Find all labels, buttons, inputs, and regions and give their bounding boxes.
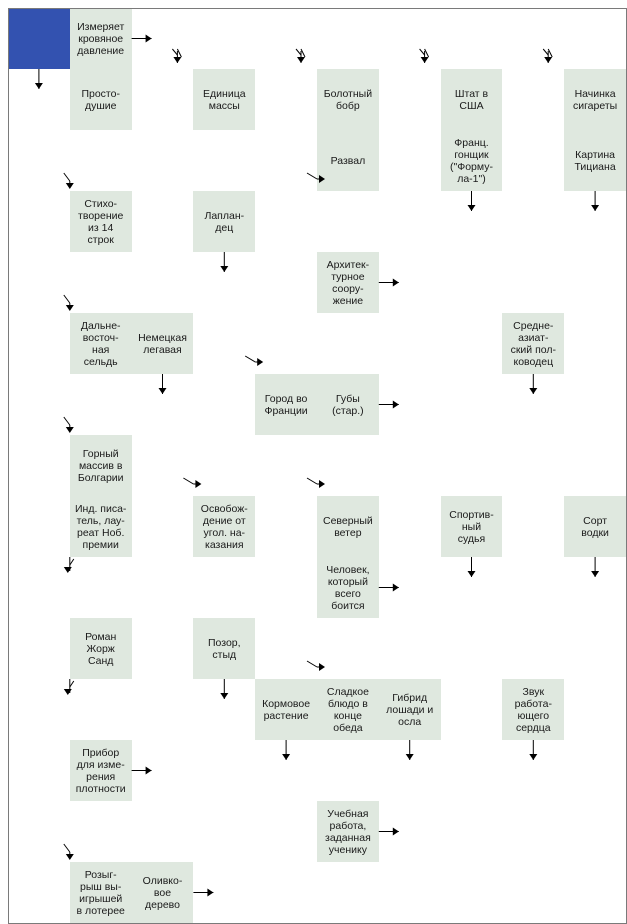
answer-cell[interactable] xyxy=(255,496,318,558)
answer-cell[interactable] xyxy=(379,69,442,131)
answer-cell[interactable] xyxy=(255,435,318,497)
answer-cell[interactable] xyxy=(255,69,318,131)
clue-cell xyxy=(70,69,133,131)
answer-cell[interactable] xyxy=(8,69,71,131)
answer-cell[interactable] xyxy=(193,252,256,314)
answer-cell[interactable] xyxy=(502,191,565,253)
answer-cell[interactable] xyxy=(132,496,195,558)
clue-text: Кормовое растение xyxy=(262,697,311,722)
answer-cell[interactable] xyxy=(255,130,318,192)
answer-cell[interactable] xyxy=(564,679,627,741)
answer-cell[interactable] xyxy=(255,557,318,619)
answer-cell[interactable] xyxy=(8,191,71,253)
answer-cell[interactable] xyxy=(8,679,71,741)
answer-cell[interactable] xyxy=(8,740,71,802)
clue-cell xyxy=(502,313,565,375)
clue-cell xyxy=(193,496,256,558)
answer-cell[interactable] xyxy=(317,862,380,924)
clue-cell xyxy=(564,69,627,131)
clue-text: Франц. гонщик ("Форму- ла-1") xyxy=(450,136,493,185)
answer-cell[interactable] xyxy=(379,618,442,680)
answer-cell[interactable] xyxy=(193,801,256,863)
answer-cell[interactable] xyxy=(317,8,380,70)
answer-cell[interactable] xyxy=(193,679,256,741)
clue-text: Гибрид лошади и осла xyxy=(386,691,434,728)
answer-cell[interactable] xyxy=(441,740,504,802)
clue-cell xyxy=(193,618,256,680)
clue-cell xyxy=(70,618,133,680)
clue-text: Начинка сигареты xyxy=(572,87,618,112)
answer-cell[interactable] xyxy=(193,374,256,436)
answer-cell[interactable] xyxy=(379,313,442,375)
answer-cell[interactable] xyxy=(379,435,442,497)
answer-cell[interactable] xyxy=(441,435,504,497)
answer-cell[interactable] xyxy=(8,801,71,863)
answer-cell[interactable] xyxy=(132,618,195,680)
answer-cell[interactable] xyxy=(379,374,442,436)
answer-cell[interactable] xyxy=(193,862,256,924)
clue-cell xyxy=(70,8,133,70)
clue-text: Немецкая легавая xyxy=(138,331,187,356)
answer-cell[interactable] xyxy=(441,8,504,70)
answer-cell[interactable] xyxy=(193,8,256,70)
clue-cell xyxy=(317,801,380,863)
clue-cell xyxy=(379,679,442,741)
answer-cell[interactable] xyxy=(132,557,195,619)
answer-cell[interactable] xyxy=(255,252,318,314)
clue-cell xyxy=(564,496,627,558)
answer-cell[interactable] xyxy=(317,313,380,375)
answer-cell[interactable] xyxy=(255,862,318,924)
clue-text: Лаплан- дец xyxy=(204,209,245,234)
clue-cell xyxy=(255,679,318,741)
answer-cell[interactable] xyxy=(564,435,627,497)
clue-text: Стихо- творение из 14 строк xyxy=(78,197,124,246)
answer-cell[interactable] xyxy=(8,557,71,619)
answer-cell[interactable] xyxy=(70,252,133,314)
answer-cell[interactable] xyxy=(193,740,256,802)
clue-text: Прибор для изме- рения плотности xyxy=(75,746,126,795)
clue-text: Спортив- ный судья xyxy=(449,508,494,545)
answer-cell[interactable] xyxy=(132,374,195,436)
clue-text: Инд. писа- тель, лау- реат Ноб. премии xyxy=(74,502,127,551)
answer-cell[interactable] xyxy=(132,130,195,192)
answer-cell[interactable] xyxy=(379,8,442,70)
answer-cell[interactable] xyxy=(564,618,627,680)
answer-cell[interactable] xyxy=(379,496,442,558)
answer-cell[interactable] xyxy=(8,374,71,436)
clue-text: Сорт водки xyxy=(581,514,609,539)
answer-cell[interactable] xyxy=(317,191,380,253)
clue-cell xyxy=(132,862,195,924)
clue-text: Оливко- вое дерево xyxy=(142,874,183,911)
answer-cell[interactable] xyxy=(564,557,627,619)
answer-cell[interactable] xyxy=(255,801,318,863)
clue-cell xyxy=(317,679,380,741)
clue-text: Роман Жорж Санд xyxy=(85,630,117,667)
clue-text: Губы (стар.) xyxy=(332,392,364,417)
answer-cell[interactable] xyxy=(317,740,380,802)
answer-cell[interactable] xyxy=(379,862,442,924)
clue-cell xyxy=(317,252,380,314)
clue-text: Дальне- восточ- ная сельдь xyxy=(80,319,121,368)
clue-text: Горный массив в Болгарии xyxy=(77,447,124,484)
answer-cell[interactable] xyxy=(8,618,71,680)
clue-cell xyxy=(502,679,565,741)
answer-cell[interactable] xyxy=(502,740,565,802)
clue-text: Город во Франции xyxy=(264,392,308,417)
clue-cell xyxy=(70,313,133,375)
clue-cell xyxy=(70,862,133,924)
answer-cell[interactable] xyxy=(441,374,504,436)
answer-cell[interactable] xyxy=(441,862,504,924)
clue-text: Звук работа- ющего сердца xyxy=(514,685,552,734)
answer-cell[interactable] xyxy=(70,679,133,741)
answer-cell[interactable] xyxy=(255,740,318,802)
answer-cell[interactable] xyxy=(564,740,627,802)
clue-cell xyxy=(70,191,133,253)
answer-cell[interactable] xyxy=(564,252,627,314)
clue-cell xyxy=(70,740,133,802)
answer-cell[interactable] xyxy=(8,130,71,192)
answer-cell[interactable] xyxy=(193,313,256,375)
answer-cell[interactable] xyxy=(132,252,195,314)
answer-cell[interactable] xyxy=(317,618,380,680)
answer-cell[interactable] xyxy=(502,496,565,558)
answer-cell[interactable] xyxy=(193,435,256,497)
answer-cell[interactable] xyxy=(502,8,565,70)
clue-text: Картина Тициана xyxy=(574,148,616,173)
corner-block xyxy=(8,8,71,70)
answer-cell[interactable] xyxy=(502,557,565,619)
answer-cell[interactable] xyxy=(317,435,380,497)
clue-text: Позор, стыд xyxy=(208,636,241,661)
clue-text: Освобож- дение от угол. на- казания xyxy=(200,502,248,551)
answer-cell[interactable] xyxy=(564,374,627,436)
clue-cell xyxy=(317,374,380,436)
answer-cell[interactable] xyxy=(502,69,565,131)
answer-cell[interactable] xyxy=(502,801,565,863)
answer-cell[interactable] xyxy=(255,618,318,680)
clue-text: Штат в США xyxy=(454,87,489,112)
clue-text: Измеряет кровяное давление xyxy=(77,21,125,57)
answer-cell[interactable] xyxy=(255,8,318,70)
answer-cell[interactable] xyxy=(379,252,442,314)
answer-cell[interactable] xyxy=(502,252,565,314)
clue-cell xyxy=(317,557,380,619)
answer-cell[interactable] xyxy=(70,374,133,436)
clue-text: Северный ветер xyxy=(323,514,373,539)
answer-cell[interactable] xyxy=(441,191,504,253)
answer-cell[interactable] xyxy=(564,862,627,924)
answer-cell[interactable] xyxy=(441,557,504,619)
answer-cell[interactable] xyxy=(132,8,195,70)
answer-cell[interactable] xyxy=(193,557,256,619)
clue-text: Розыг- рыш вы- игрышей в лотерее xyxy=(76,868,125,917)
answer-cell[interactable] xyxy=(502,862,565,924)
answer-cell[interactable] xyxy=(8,313,71,375)
clue-cell xyxy=(193,69,256,131)
clue-cell xyxy=(132,313,195,375)
answer-cell[interactable] xyxy=(379,801,442,863)
answer-cell[interactable] xyxy=(132,435,195,497)
answer-cell[interactable] xyxy=(564,801,627,863)
answer-cell[interactable] xyxy=(379,557,442,619)
answer-cell[interactable] xyxy=(502,130,565,192)
answer-cell[interactable] xyxy=(379,130,442,192)
answer-cell[interactable] xyxy=(132,740,195,802)
answer-cell[interactable] xyxy=(379,191,442,253)
answer-cell[interactable] xyxy=(441,252,504,314)
clue-text: Болотный бобр xyxy=(323,87,373,112)
answer-cell[interactable] xyxy=(564,191,627,253)
clue-text: Средне- азиат- ский пол- ководец xyxy=(510,319,556,368)
clue-cell xyxy=(441,130,504,192)
answer-cell[interactable] xyxy=(8,435,71,497)
answer-cell[interactable] xyxy=(132,69,195,131)
answer-cell[interactable] xyxy=(564,8,627,70)
answer-cell[interactable] xyxy=(564,313,627,375)
answer-cell[interactable] xyxy=(502,374,565,436)
clue-text: Сладкое блюдо в конце обеда xyxy=(326,685,369,734)
answer-cell[interactable] xyxy=(70,130,133,192)
clue-text: Развал xyxy=(330,154,366,167)
answer-cell[interactable] xyxy=(379,740,442,802)
clue-cell xyxy=(317,496,380,558)
clue-cell xyxy=(255,374,318,436)
answer-cell[interactable] xyxy=(502,435,565,497)
clue-cell xyxy=(193,191,256,253)
answer-cell[interactable] xyxy=(255,191,318,253)
clue-text: Человек, который всего боится xyxy=(326,563,370,612)
answer-cell[interactable] xyxy=(441,801,504,863)
answer-cell[interactable] xyxy=(441,313,504,375)
clue-text: Единица массы xyxy=(203,87,246,112)
answer-cell[interactable] xyxy=(132,679,195,741)
clue-text: Просто- душие xyxy=(81,87,120,112)
answer-cell[interactable] xyxy=(8,252,71,314)
answer-cell[interactable] xyxy=(193,130,256,192)
answer-cell[interactable] xyxy=(132,801,195,863)
answer-cell[interactable] xyxy=(255,313,318,375)
answer-cell[interactable] xyxy=(441,679,504,741)
answer-cell[interactable] xyxy=(502,618,565,680)
answer-cell[interactable] xyxy=(70,557,133,619)
answer-cell[interactable] xyxy=(8,862,71,924)
answer-cell[interactable] xyxy=(441,618,504,680)
clue-text: Учебная работа, заданная ученику xyxy=(325,807,371,856)
clue-cell xyxy=(70,435,133,497)
clue-cell xyxy=(317,130,380,192)
clue-cell xyxy=(317,69,380,131)
answer-cell[interactable] xyxy=(70,801,133,863)
clue-cell xyxy=(70,496,133,558)
clue-cell xyxy=(564,130,627,192)
answer-cell[interactable] xyxy=(8,496,71,558)
clue-text: Архитек- турное соору- жение xyxy=(326,258,370,307)
answer-cell[interactable] xyxy=(132,191,195,253)
clue-cell xyxy=(441,496,504,558)
clue-cell xyxy=(441,69,504,131)
